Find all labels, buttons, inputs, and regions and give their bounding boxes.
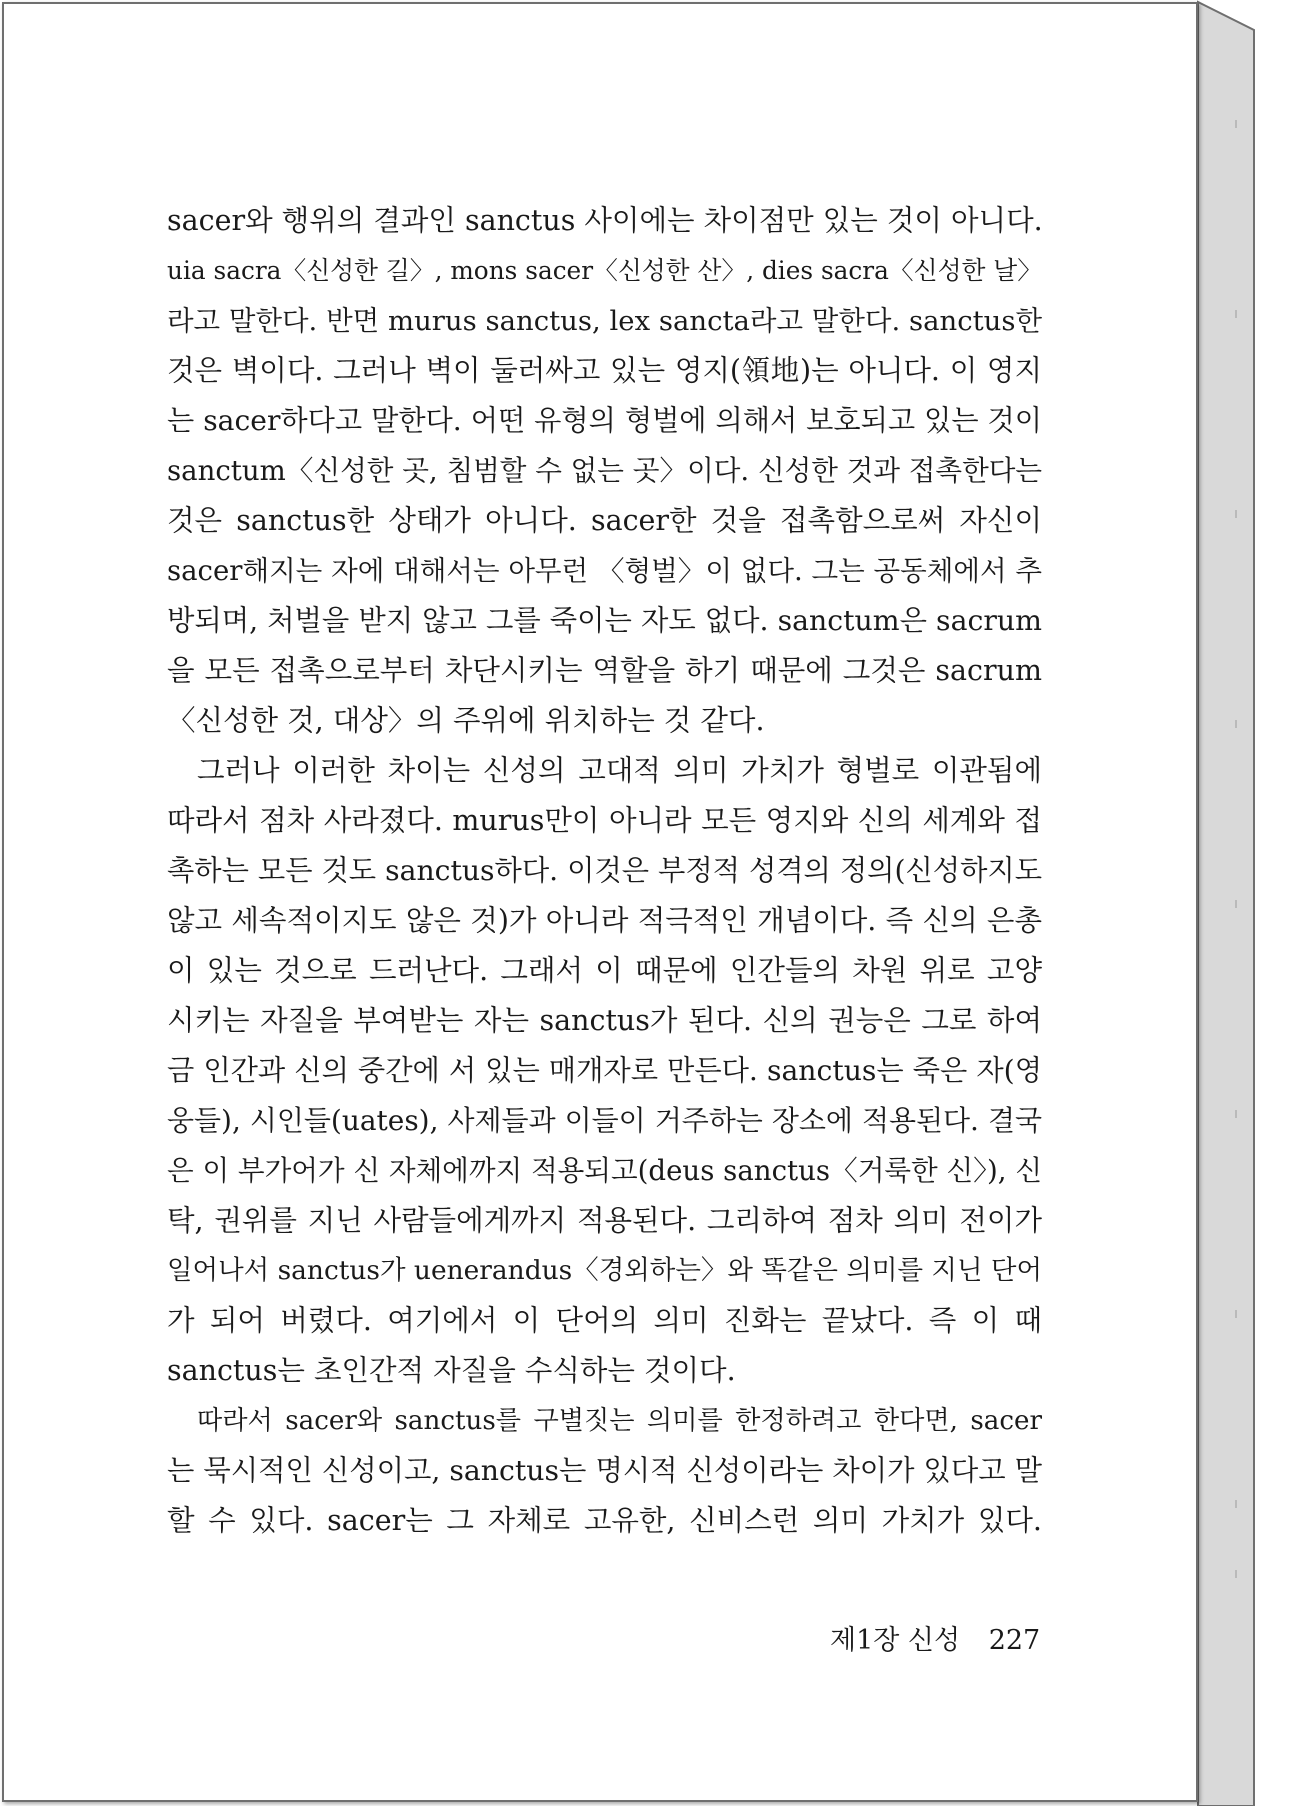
text-line: sacer해지는 자에 대해서는 아무런 〈형벌〉이 없다. 그는 공동체에서 추 [167,555,1042,587]
text-line: uia sacra〈신성한 길〉, mons sacer〈신성한 산〉, dies sacra〈신성한 날〉 [167,256,1042,285]
text-line: sacer와 행위의 결과인 sanctus 사이에는 차이점만 있는 것이 아니다. [167,204,1043,237]
text-line: 웅들), 시인들(uates), 사제들과 이들이 거주하는 장소에 적용된다. 결국 [167,1104,1042,1137]
chapter-title: 제1장 신성 [830,1625,961,1656]
text-line: 것은 sanctus한 상태가 아니다. sacer한 것을 접촉함으로써 자신이 [167,504,1042,537]
text-line: sanctus는 초인간적 자질을 수식하는 것이다. [167,1354,736,1387]
text-line: 을 모든 접촉으로부터 차단시키는 역할을 하기 때문에 그것은 sacrum [167,654,1042,687]
text-line: 가 되어 버렸다. 여기에서 이 단어의 의미 진화는 끝났다. 즉 이 때 [167,1304,1042,1337]
text-line: 라고 말한다. 반면 murus sanctus, lex sancta라고 말한다. sanctus한 [167,305,1042,337]
body-text [167,196,1042,1546]
text-line: 는 sacer하다고 말한다. 어떤 유형의 형벌에 의해서 보호되고 있는 것이 [167,404,1042,437]
text-line: 금 인간과 신의 중간에 서 있는 매개자로 만든다. sanctus는 죽은 자(영 [167,1054,1042,1087]
text-line: 할 수 있다. sacer는 그 자체로 고유한, 신비스런 의미 가치가 있다. [167,1504,1042,1537]
text-line: 이 있는 것으로 드러난다. 그래서 이 때문에 인간들의 차원 위로 고양 [167,954,1042,987]
text-line: 따라서 점차 사라졌다. murus만이 아니라 모든 영지와 신의 세계와 접 [167,804,1042,837]
page-number: 227 [988,1625,1041,1656]
text-line: 따라서 sacer와 sanctus를 구별짓는 의미를 한정하려고 한다면, sacer [197,1406,1042,1436]
text-line: 는 묵시적인 신성이고, sanctus는 명시적 신성이라는 차이가 있다고 말 [167,1454,1042,1487]
paragraph-1 [167,196,1042,746]
page-footer [830,1618,1040,1657]
text-line: 〈신성한 것, 대상〉의 주위에 위치하는 것 같다. [167,704,765,737]
text-line: sanctum〈신성한 곳, 침범할 수 없는 곳〉이다. 신성한 것과 접촉한다는 [167,454,1042,487]
paragraph-3 [167,1396,1042,1546]
text-line: 방되며, 처벌을 받지 않고 그를 죽이는 자도 없다. sanctum은 sacrum [167,604,1042,637]
text-line: 탁, 권위를 지닌 사람들에게까지 적용된다. 그리하여 점차 의미 전이가 [167,1204,1042,1237]
text-line: 않고 세속적이지도 않은 것)가 아니라 적극적인 개념이다. 즉 신의 은총 [167,904,1042,937]
paragraph-2 [167,746,1042,1396]
text-line: 일어나서 sanctus가 uenerandus〈경외하는〉와 똑같은 의미를 지닌 단어 [167,1255,1042,1286]
text-line: 은 이 부가어가 신 자체에까지 적용되고(deus sanctus〈거룩한 신〉), 신 [167,1154,1042,1187]
text-line: 시키는 자질을 부여받는 자는 sanctus가 된다. 신의 권능은 그로 하여 [167,1004,1042,1037]
text-line: 것은 벽이다. 그러나 벽이 둘러싸고 있는 영지(領地)는 아니다. 이 영지 [167,354,1042,387]
text-line: 그러나 이러한 차이는 신성의 고대적 의미 가치가 형벌로 이관됨에 [197,754,1042,787]
text-line: 촉하는 모든 것도 sanctus하다. 이것은 부정적 성격의 정의(신성하지도 [167,854,1042,887]
